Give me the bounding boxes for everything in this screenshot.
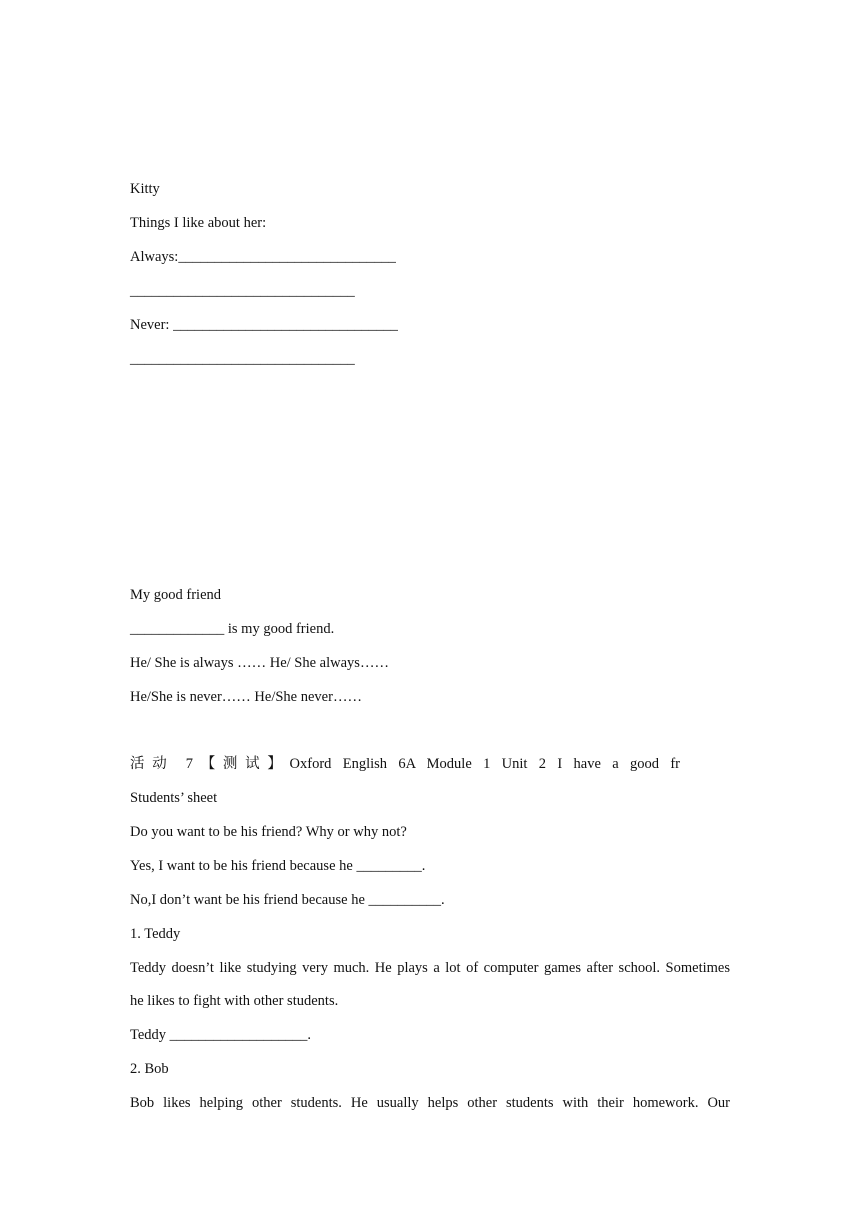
item-2-title: 2. Bob [130,1061,169,1077]
good-friend-line-2: He/ She is always …… He/ She always…… [130,655,389,671]
item-1-title: 1. Teddy [130,926,181,942]
yes-answer-line: Yes, I want to be his friend because he _________. [130,858,426,874]
item-2-text-line-1: Bob likes helping other students. He usually helps other students with their homework. Our [130,1095,730,1111]
no-answer-line: No,I don’t want be his friend because he __________. [130,892,445,908]
good-friend-line-3: He/She is never…… He/She never…… [130,689,362,705]
item-1-blank: Teddy ___________________. [130,1027,312,1043]
never-line: Never: _______________________________ [130,317,398,333]
activity-header: 活动 7【测试】Oxford English 6A Module 1 Unit 2 I have a good fr [130,756,680,772]
good-friend-line-1: _____________ is my good friend. [130,621,335,637]
always-line: Always:______________________________ [130,249,396,265]
students-sheet-title: Students’ sheet [130,790,218,806]
never-continuation-line: _______________________________ [130,351,355,367]
item-1-text-line-1: Teddy doesn’t like studying very much. He plays a lot of computer games after school. Sometimes [130,960,730,976]
kitty-heading: Kitty [130,181,160,197]
good-friend-title: My good friend [130,587,222,603]
always-continuation-line: _______________________________ [130,283,355,299]
likes-heading: Things I like about her: [130,215,267,231]
question-text: Do you want to be his friend? Why or why not? [130,824,407,840]
item-1-text-line-2: he likes to fight with other students. [130,993,339,1009]
